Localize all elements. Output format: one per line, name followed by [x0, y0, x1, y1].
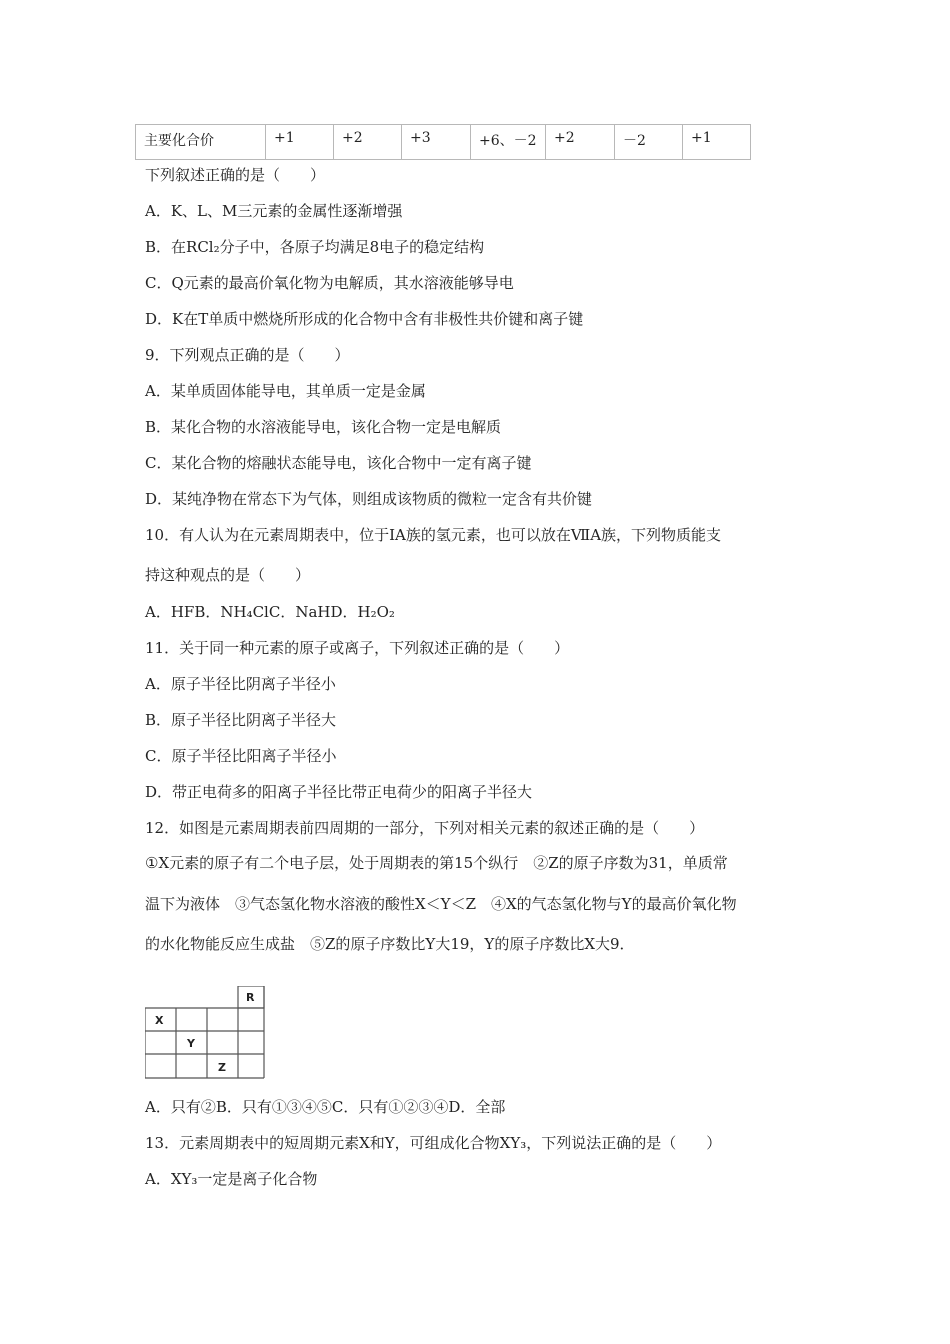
text-line: C．Q元素的最高价氧化物为电解质，其水溶液能够导电: [145, 274, 514, 292]
table-cell: +2: [334, 125, 402, 160]
table-cell: －2: [615, 125, 683, 160]
text-line: A．HFB．NH₄ClC．NaHD．H₂O₂: [145, 603, 395, 621]
table-cell: +3: [402, 125, 471, 160]
text-line: B．原子半径比阴离子半径大: [145, 711, 337, 729]
question-9: 9．下列观点正确的是（ ）: [145, 346, 350, 364]
text-line: 温下为液体 ③气态氢化物水溶液的酸性X＜Y＜Z ④X的气态氢化物与Y的最高价氧化物: [145, 895, 737, 913]
text-line: 下列叙述正确的是（ ）: [145, 166, 326, 184]
question-11: 11．关于同一种元素的原子或离子，下列叙述正确的是（ ）: [145, 639, 570, 657]
text-line: D．某纯净物在常态下为气体，则组成该物质的微粒一定含有共价键: [145, 490, 593, 508]
valence-table: [135, 124, 751, 160]
text-line: 的水化物能反应生成盐 ⑤Z的原子序数比Y大19，Y的原子序数比X大9．: [145, 935, 635, 953]
table-cell: +6、－2: [471, 125, 546, 160]
question-10: 10．有人认为在元素周期表中，位于ⅠA族的氢元素，也可以放在ⅦA族，下列物质能支: [145, 526, 722, 544]
text-line: A．某单质固体能导电，其单质一定是金属: [145, 382, 426, 400]
label-z: Z: [218, 1061, 226, 1074]
label-r: R: [246, 991, 255, 1004]
text-line: A．原子半径比阴离子半径小: [145, 675, 336, 693]
text-line: ①X元素的原子有二个电子层，处于周期表的第15个纵行 ②Z的原子序数为31，单质常: [145, 854, 728, 872]
table-cell: +2: [546, 125, 615, 160]
text-line: A．K、L、M三元素的金属性逐渐增强: [145, 202, 403, 220]
question-12: 12．如图是元素周期表前四周期的一部分，下列对相关元素的叙述正确的是（ ）: [145, 819, 705, 837]
text-line: A．只有②B．只有①③④⑤C．只有①②③④D．全部: [145, 1098, 506, 1116]
text-line: B．某化合物的水溶液能导电，该化合物一定是电解质: [145, 418, 502, 436]
table-cell: +1: [683, 125, 751, 160]
periodic-table-figure: [145, 986, 267, 1082]
text-line: C．某化合物的熔融状态能导电，该化合物中一定有离子键: [145, 454, 532, 472]
table-row: [136, 125, 751, 160]
text-line: B．在RCl₂分子中，各原子均满足8电子的稳定结构: [145, 238, 485, 256]
text-line: D．K在T单质中燃烧所形成的化合物中含有非极性共价键和离子键: [145, 310, 584, 328]
label-x: X: [155, 1014, 164, 1027]
periodic-table-grid: [145, 986, 267, 1082]
text-line: A．XY₃一定是离子化合物: [145, 1170, 318, 1188]
table-header-cell: 主要化合价: [136, 125, 266, 160]
text-line: 持这种观点的是（ ）: [145, 566, 311, 584]
label-y: Y: [187, 1037, 195, 1050]
text-line: D．带正电荷多的阳离子半径比带正电荷少的阳离子半径大: [145, 783, 533, 801]
table-cell: +1: [266, 125, 334, 160]
question-13: 13．元素周期表中的短周期元素X和Y，可组成化合物XY₃，下列说法正确的是（ ）: [145, 1134, 722, 1152]
text-line: C．原子半径比阳离子半径小: [145, 747, 337, 765]
